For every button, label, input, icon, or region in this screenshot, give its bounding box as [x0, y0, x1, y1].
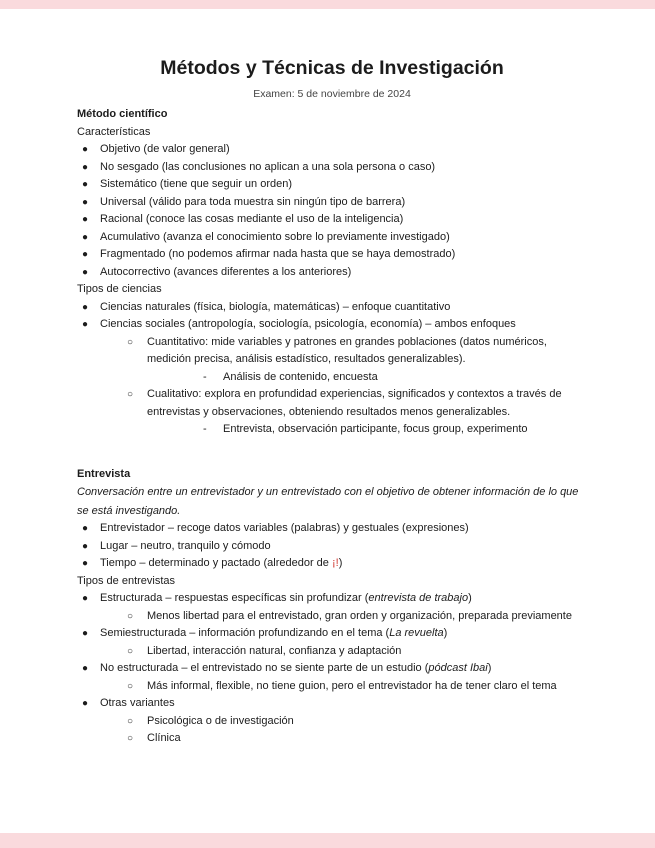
exam-date: Examen: 5 de noviembre de 2024 [253, 88, 411, 100]
list-item: ○ Psicológica o de investigación [100, 713, 587, 731]
bullet-icon: ● [82, 231, 89, 243]
bullet-icon: ● [82, 144, 89, 155]
list-item: ○ Cuantitativo: mide variables y patrones en grandes poblaciones (datos numéricos, medición precisa, análisis estadístico, resultados generalizables). - Análisis de contenido, encuesta [100, 334, 587, 387]
list-item: ○ Menos libertad para el entrevistado, gran orden y organización, preparada previamente [100, 608, 587, 626]
list-item: ● Tiempo – determinado y pactado (alrededor de ¡!) [77, 555, 587, 573]
bullet-icon: ● [82, 249, 89, 260]
bullet-icon: ● [82, 540, 89, 552]
list-item: ● Autocorrectivo (avances diferentes a los anteriores) [77, 264, 587, 282]
circle-bullet-icon: ○ [127, 336, 134, 348]
bullet-icon: ● [82, 179, 89, 190]
bullet-icon: ● [82, 196, 89, 208]
list-item: - Análisis de contenido, encuesta [147, 369, 587, 387]
list-item: ● Lugar – neutro, tranquilo y cómodo [77, 538, 587, 556]
enfoques-list [100, 334, 587, 439]
circle-bullet-icon: ○ [127, 680, 134, 692]
list-item: ● Universal (válido para toda muestra sin ningún tipo de barrera) [77, 194, 587, 212]
tipos-ciencias-list [77, 299, 587, 439]
bottom-color-band [0, 833, 655, 848]
list-item: ● Estructurada – respuestas específicas sin profundizar (entrevista de trabajo) ○ Menos libertad para el entrevistado, gran orden y organización, preparada previamente [77, 590, 587, 625]
list-item: ● Ciencias naturales (física, biología, matemáticas) – enfoque cuantitativo [77, 299, 587, 317]
section-heading-metodo: Método científico [77, 108, 168, 120]
tipos-ciencias-label: Tipos de ciencias [77, 283, 162, 295]
dash-bullet-icon: - [203, 370, 207, 383]
list-item: ○ Más informal, flexible, no tiene guion, pero el entrevistador ha de tener claro el tema [100, 678, 587, 696]
bullet-icon: ● [82, 523, 89, 534]
section-heading-entrevista: Entrevista [77, 467, 131, 480]
tipos-entrevistas-list [77, 590, 587, 748]
caracteristicas-label: Características [77, 125, 151, 138]
bullet-icon: ● [82, 214, 89, 225]
entrevista-elements-list [77, 520, 587, 573]
caracteristicas-list [77, 141, 587, 281]
list-item: - Entrevista, observación participante, focus group, experimento [147, 421, 587, 439]
bullet-icon: ● [82, 319, 89, 330]
bullet-icon: ● [82, 698, 89, 709]
document-page [77, 56, 587, 748]
bullet-icon: ● [82, 593, 89, 604]
circle-bullet-icon: ○ [127, 645, 134, 657]
list-item: ● Racional (conoce las cosas mediante el uso de la inteligencia) [77, 211, 587, 229]
circle-bullet-icon: ○ [127, 389, 134, 400]
list-item: ● Entrevistador – recoge datos variables (palabras) y gestuales (expresiones) [77, 520, 587, 538]
list-item: ● Fragmentado (no podemos afirmar nada hasta que se haya demostrado) [77, 246, 587, 264]
entrevista-definition: Conversación entre un entrevistador y un entrevistado con el objetivo de obtener información de lo que se está investigando. [77, 486, 579, 517]
list-item: ● No sesgado (las conclusiones no aplican a una sola persona o caso) [77, 159, 587, 177]
list-item: ○ Clínica [100, 730, 587, 748]
circle-bullet-icon: ○ [127, 610, 134, 622]
list-item: ○ Libertad, interacción natural, confianza y adaptación [100, 643, 587, 661]
list-item: ● Sistemático (tiene que seguir un orden) [77, 176, 587, 194]
tipos-entrevistas-label: Tipos de entrevistas [77, 574, 176, 587]
bullet-icon: ● [82, 663, 89, 674]
list-item: ● No estructurada – el entrevistado no se siente parte de un estudio (pódcast Ibai) ○ Más informal, flexible, no tiene guion, pero el entrevistador ha de tener claro el tema [77, 660, 587, 695]
list-item: ● Acumulativo (avanza el conocimiento sobre lo previamente investigado) [77, 229, 587, 247]
list-item: ○ Cualitativo: explora en profundidad experiencias, significados y contextos a través de entrevistas y observaciones, obteniendo resultados menos generalizables. - Entrevista, observación participante, focus group, experimento [100, 386, 587, 439]
circle-bullet-icon: ○ [127, 715, 134, 727]
highlight-mark: ¡! [331, 557, 339, 569]
bullet-icon: ● [82, 558, 89, 569]
bullet-icon: ● [82, 628, 89, 639]
bullet-icon: ● [82, 301, 89, 313]
document-title: Métodos y Técnicas de Investigación [160, 57, 504, 79]
top-color-band [0, 0, 655, 9]
list-item: ● Semiestructurada – información profundizando en el tema (La revuelta) ○ Libertad, interacción natural, confianza y adaptación [77, 625, 587, 660]
list-item: ● Ciencias sociales (antropología, sociología, psicología, economía) – ambos enfoques ○ Cuantitativo: mide variables y patrones en grandes poblaciones (datos numéricos, medición precisa, análisis estadístico, resultados generalizables). - Análisis de contenido, encuesta ○ Cualitativo: explora en profundidad experiencias, significados y contextos a través de entrevistas y observaciones, obteniendo resultados menos generalizables. - Entrevista, observación participante, focus group, experimento [77, 316, 587, 439]
list-item: ● Objetivo (de valor general) [77, 141, 587, 159]
bullet-icon: ● [82, 161, 89, 173]
list-item: ● Otras variantes ○ Psicológica o de investigación ○ Clínica [77, 695, 587, 748]
circle-bullet-icon: ○ [127, 733, 134, 744]
dash-bullet-icon: - [203, 423, 207, 435]
bullet-icon: ● [82, 266, 89, 278]
